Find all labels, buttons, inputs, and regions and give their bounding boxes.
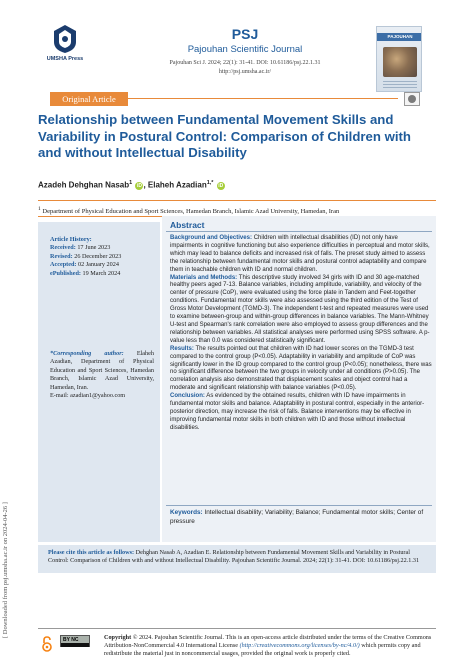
- corresponding-text: Elaheh Azadian, Department of Physical Education and Sport Sciences, Hamedan Branch, Islamic Azad University, Hamedan, Iran.: [50, 350, 154, 391]
- press-label: UMSHA Press: [46, 56, 84, 62]
- corresponding-email[interactable]: E-mail: azadian1@yahoo.com: [50, 392, 126, 400]
- conclusion-label: Conclusion:: [170, 393, 205, 400]
- affiliation: [38, 206, 436, 215]
- article-history: [50, 236, 154, 278]
- background-text: Children with intellectual disabilities (ID) not only have impairments in cognitive functioning but also experience difficulties in perceptual and motor skills, which may lead to balance deficits and increased risk of falls. The preset study aimed to assess the relationship between fundamental motor skills and postural control adaptability and compare them in teachable children with ID and normal children.: [170, 235, 430, 273]
- published-label: ePublished:: [50, 269, 81, 277]
- open-access-icon: [42, 636, 52, 652]
- history-title: Article History:: [50, 236, 92, 243]
- corresponding-author: [50, 350, 154, 400]
- accepted-date: 02 January 2024: [78, 261, 119, 269]
- author-affil-sup: 1,*: [206, 180, 214, 186]
- license-url[interactable]: (http://creativecommons.org/licenses/by-nc/4.0/): [239, 642, 360, 650]
- abstract-heading: Abstract: [170, 220, 205, 230]
- copyright-text: © 2024. Pajouhan Scientific Journal. This is an open-access article distributed under the terms of the Creative Commons Attribution-NonCommercial 4.0 International License: [104, 634, 432, 650]
- cover-image: [383, 47, 417, 77]
- methods-label: Materials and Methods:: [170, 274, 238, 281]
- copyright-notice: [104, 634, 436, 659]
- affiliation-sup: 1: [38, 206, 41, 212]
- cover-title: PAJOUHAN: [387, 34, 413, 39]
- journal-abbreviation: PSJ: [231, 26, 259, 42]
- results-label: Results:: [170, 345, 194, 352]
- orcid-icon[interactable]: iD: [218, 182, 224, 189]
- revised-label: Revised:: [50, 252, 73, 260]
- keywords: [170, 509, 432, 526]
- citation-label: Please cite this article as follows:: [48, 549, 135, 556]
- published-date: 19 March 2024: [82, 269, 121, 277]
- background-label: Background and Objectives:: [170, 235, 252, 241]
- citation-text: Dehghan Nasab A, Azadian E. Relationship between Fundamental Movement Skills and Variability in Postural Control: Comparison of Children with and without Intellectual Disability. Pajouhan Scientific Journal. 2024; 22(1): 31-41. DOI: 10.61186/psj.22.1.31: [48, 549, 420, 565]
- article-title: Relationship between Fundamental Movement Skills and Variability in Postural Control: Comparison of Children with and without Intellectual Disability: [38, 112, 411, 160]
- journal-info: [120, 26, 370, 75]
- author-affil-sup: 1: [129, 180, 133, 186]
- journal-name: Pajouhan Scientific Journal: [187, 44, 303, 55]
- journal-url[interactable]: http://psj.umsha.ac.ir/: [218, 69, 272, 75]
- abstract-methods: [170, 275, 432, 346]
- footer-rule: [38, 628, 436, 629]
- affiliation-rule-top: [38, 200, 436, 201]
- citation: [48, 549, 428, 565]
- keywords-label: Keywords:: [170, 509, 203, 516]
- cover-text-lines: [383, 81, 417, 89]
- download-side-note: [ Downloaded from psj.umsha.ac.ir on 2024-04-26 ]: [2, 502, 9, 638]
- abstract-heading-rule: [166, 231, 432, 232]
- article-type-rule: [128, 98, 398, 99]
- revised-date: 26 December 2023: [74, 252, 122, 260]
- affiliation-text: Department of Physical Education and Sport Sciences, Hamedan Branch, Islamic Azad University, Hamedan, Iran: [42, 208, 340, 216]
- orcid-icon[interactable]: iD: [136, 182, 142, 189]
- copyright-tail: which permits copy and redistribute the material just in noncommercial usages, provided the original work is properly cited.: [104, 642, 421, 658]
- abstract-body: [170, 235, 432, 433]
- journal-citation-line: Pajouhan Sci J. 2024; 22(1): 31-41. DOI: 10.61186/psj.22.1.31: [169, 60, 321, 66]
- keywords-text: Intellectual disability; Variability; Balance; Fundamental motor skills; Center of pressure: [170, 509, 424, 525]
- accepted-label: Accepted:: [50, 261, 77, 269]
- cc-license-badge[interactable]: [60, 635, 90, 647]
- conclusion-text: As evidenced by the obtained results, children with ID have impairments in fundamental motor skills and balance. Adaptability in postural control, especially in the anterior-posterior direction, may increase the risk of falls. Balance interventions may be effective in improving fundamental motor skills in both children with ID and those without intellectual disabilities.: [170, 393, 425, 431]
- article-type-badge: Original Article: [50, 92, 128, 106]
- abstract-results: [170, 346, 432, 393]
- abstract-conclusion: [170, 393, 432, 433]
- abstract-background: [170, 235, 432, 275]
- results-text: The results pointed out that children with ID had lower scores on the TGMD-3 test compared to the control group (P<0.05). Adaptability in variability and amplitude of CoP was significantly lower in the ID group compared to the control group (P<0.05); nonetheless, there was no significant difference between the two groups in velocity under all conditions (P>0.05). The correlation analysis also demonstrated that displacement scales and object control had a moderate and significant relationship with balance variables (P<0.05).: [170, 345, 432, 392]
- received-date: 17 June 2023: [77, 244, 111, 252]
- journal-cover-thumbnail: [376, 26, 422, 92]
- journal-header: [0, 0, 474, 82]
- copyright-bold: Copyright: [104, 634, 132, 641]
- umsha-emblem-icon: [52, 24, 78, 54]
- received-label: Received:: [50, 244, 76, 252]
- author-name: Elaheh Azadian: [147, 180, 207, 190]
- crossmark-icon[interactable]: [404, 92, 420, 106]
- umsha-logo: [46, 24, 84, 72]
- author-name: Azadeh Dehghan Nasab: [38, 180, 130, 190]
- cc-badge-label: BY NC: [63, 637, 79, 643]
- corresponding-label: *Corresponding author:: [50, 350, 124, 357]
- author-list: Azadeh Dehghan Nasab$^1$ iD , Elaheh Azadian$^{1,*}$ iD: [38, 180, 224, 190]
- cc-badge-bar: [61, 643, 89, 647]
- methods-text: This descriptive study involved 34 girls with ID and 30 age-matched healthy peers aged 7-13. Balance variables, including amplitude, variability, and velocity of the center of pressure (CoP), were evaluated using the force plate in Tandem and Feet-together conditions. Fundamental motor skills were also assessed using the third edition of the Test of Gross Motor Development (TGMD-3). The independent t-test and repeated measures were used to examine between-group and within-group differences in balance variables. The Mann-Whitney U-test and Spearman's rank correlation were also employed to assess group differences and the relationship between variables. All statistical analyses were performed using SPSS software. A p-value less than 0.0 was considered statistically significant.: [170, 274, 430, 344]
- keywords-rule: [166, 505, 432, 506]
